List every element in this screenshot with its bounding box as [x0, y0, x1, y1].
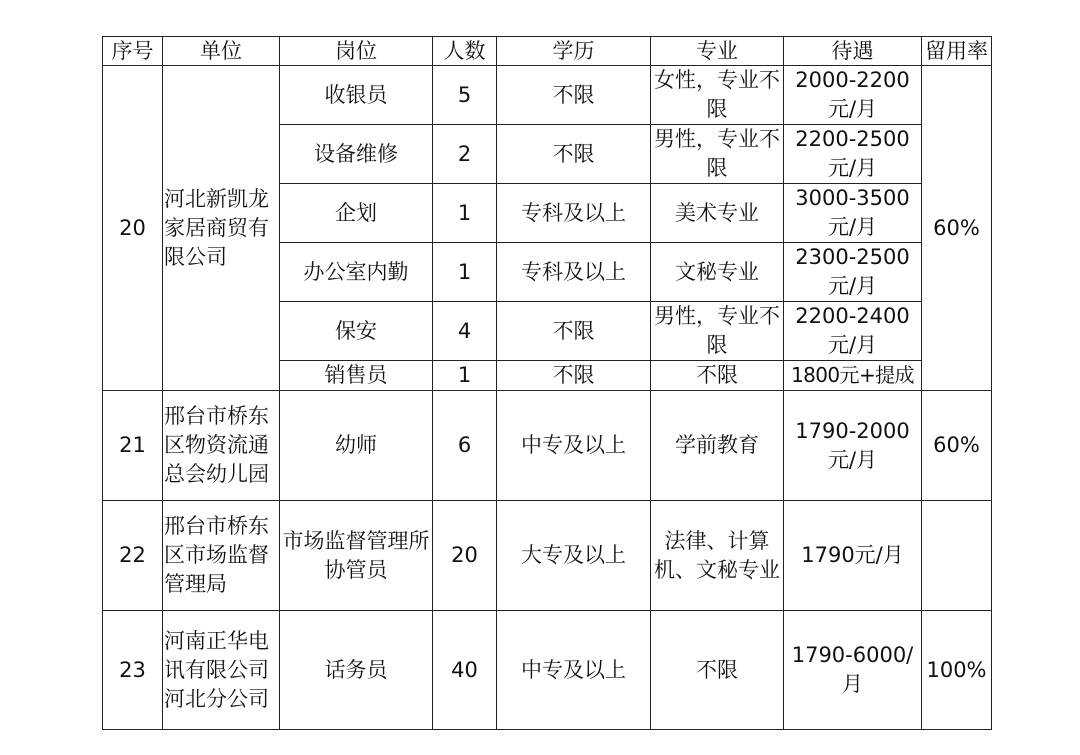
cell-no: 22 [103, 501, 163, 611]
cell-no: 21 [103, 391, 163, 501]
cell-education: 不限 [497, 302, 651, 361]
cell-education: 专科及以上 [497, 184, 651, 243]
cell-major: 文秘专业 [651, 243, 784, 302]
cell-count: 1 [433, 243, 497, 302]
header-no: 序号 [103, 37, 163, 66]
cell-major: 学前教育 [651, 391, 784, 501]
cell-education: 中专及以上 [497, 391, 651, 501]
cell-major: 男性，专业不限 [651, 125, 784, 184]
cell-retention: 60% [922, 66, 992, 391]
header-education: 学历 [497, 37, 651, 66]
cell-post: 收银员 [280, 66, 433, 125]
header-pay: 待遇 [784, 37, 922, 66]
cell-major: 法律、计算机、文秘专业 [651, 501, 784, 611]
table-row [103, 611, 992, 730]
cell-count: 5 [433, 66, 497, 125]
cell-no: 23 [103, 611, 163, 730]
cell-pay: 2200-2400元/月 [784, 302, 922, 361]
cell-pay: 1790元/月 [784, 501, 922, 611]
header-post: 岗位 [280, 37, 433, 66]
cell-education: 专科及以上 [497, 243, 651, 302]
cell-retention: 100% [922, 611, 992, 730]
cell-education: 不限 [497, 361, 651, 391]
cell-major: 不限 [651, 361, 784, 391]
cell-pay: 2000-2200元/月 [784, 66, 922, 125]
cell-retention [922, 501, 992, 611]
cell-count: 2 [433, 125, 497, 184]
cell-post: 企划 [280, 184, 433, 243]
recruitment-table [102, 36, 992, 730]
cell-unit: 河北新凯龙家居商贸有限公司 [163, 66, 280, 391]
cell-post: 销售员 [280, 361, 433, 391]
header-retention: 留用率 [922, 37, 992, 66]
cell-unit: 河南正华电讯有限公司河北分公司 [163, 611, 280, 730]
table-row [103, 66, 992, 125]
cell-education: 中专及以上 [497, 611, 651, 730]
cell-pay: 3000-3500元/月 [784, 184, 922, 243]
cell-count: 1 [433, 361, 497, 391]
cell-pay: 1790-2000元/月 [784, 391, 922, 501]
cell-pay: 2200-2500元/月 [784, 125, 922, 184]
header-major: 专业 [651, 37, 784, 66]
cell-no: 20 [103, 66, 163, 391]
cell-pay: 1790-6000/月 [784, 611, 922, 730]
header-count: 人数 [433, 37, 497, 66]
cell-major: 女性，专业不限 [651, 66, 784, 125]
cell-major: 不限 [651, 611, 784, 730]
cell-unit: 邢台市桥东区物资流通总会幼儿园 [163, 391, 280, 501]
header-row [103, 37, 992, 66]
table-row [103, 391, 992, 501]
table-row [103, 501, 992, 611]
cell-post: 办公室内勤 [280, 243, 433, 302]
cell-major: 男性，专业不限 [651, 302, 784, 361]
header-unit: 单位 [163, 37, 280, 66]
cell-education: 不限 [497, 66, 651, 125]
cell-post: 幼师 [280, 391, 433, 501]
cell-count: 6 [433, 391, 497, 501]
cell-pay: 2300-2500元/月 [784, 243, 922, 302]
cell-education: 大专及以上 [497, 501, 651, 611]
cell-unit: 邢台市桥东区市场监督管理局 [163, 501, 280, 611]
cell-major: 美术专业 [651, 184, 784, 243]
cell-count: 40 [433, 611, 497, 730]
cell-count: 1 [433, 184, 497, 243]
cell-count: 20 [433, 501, 497, 611]
cell-post: 保安 [280, 302, 433, 361]
cell-post: 话务员 [280, 611, 433, 730]
cell-pay: 1800元+提成 [784, 361, 922, 391]
cell-post: 市场监督管理所协管员 [280, 501, 433, 611]
cell-count: 4 [433, 302, 497, 361]
cell-retention: 60% [922, 391, 992, 501]
cell-education: 不限 [497, 125, 651, 184]
cell-post: 设备维修 [280, 125, 433, 184]
